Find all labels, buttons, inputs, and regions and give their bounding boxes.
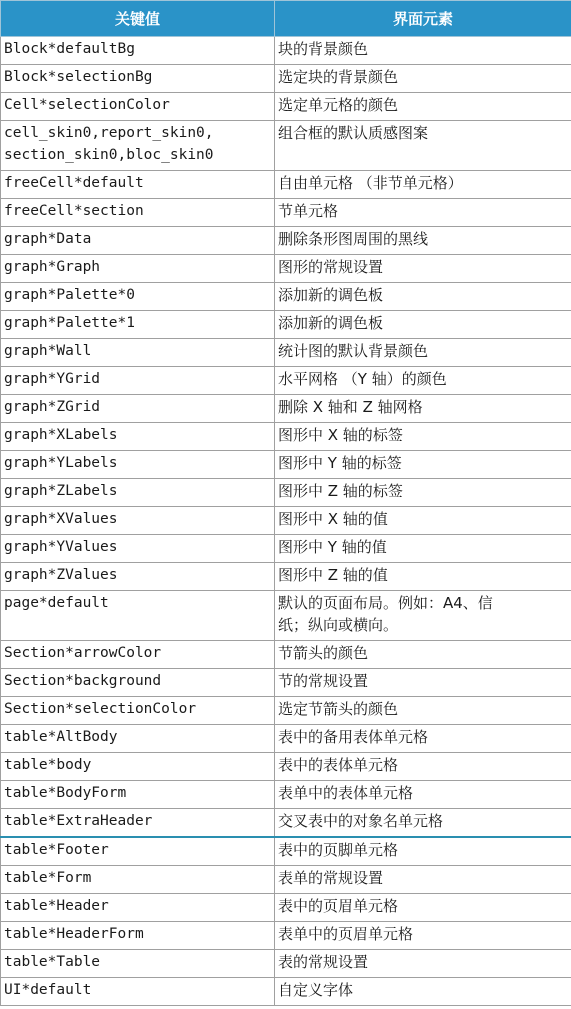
key-cell: table*Table (1, 950, 275, 978)
key-cell: graph*ZGrid (1, 395, 275, 423)
table-row (1, 591, 571, 641)
key-cell: graph*XLabels (1, 423, 275, 451)
ui-element-cell: 表单的常规设置 (275, 866, 571, 894)
table-row (1, 339, 571, 367)
ui-element-cell: 自由单元格 （非节单元格） (275, 171, 571, 199)
table-row (1, 894, 571, 922)
ui-element-cell: 块的背景颜色 (275, 37, 571, 65)
key-cell: graph*Palette*0 (1, 283, 275, 311)
key-cell: table*Form (1, 866, 275, 894)
table-row (1, 781, 571, 809)
key-cell: table*ExtraHeader (1, 809, 275, 838)
table-row (1, 311, 571, 339)
table-row (1, 121, 571, 171)
ui-element-cell: 添加新的调色板 (275, 283, 571, 311)
key-cell: Block*defaultBg (1, 37, 275, 65)
column-header-key: 关键值 (1, 1, 275, 37)
key-cell: table*BodyForm (1, 781, 275, 809)
table-row (1, 753, 571, 781)
key-cell: graph*Graph (1, 255, 275, 283)
key-cell: Cell*selectionColor (1, 93, 275, 121)
table-row (1, 451, 571, 479)
key-cell: graph*YLabels (1, 451, 275, 479)
table-row (1, 395, 571, 423)
key-cell: Section*selectionColor (1, 697, 275, 725)
table-row (1, 950, 571, 978)
table-header-row (1, 1, 571, 37)
ui-element-cell: 图形的常规设置 (275, 255, 571, 283)
ui-element-cell: 选定节箭头的颜色 (275, 697, 571, 725)
table-row (1, 65, 571, 93)
key-cell: graph*XValues (1, 507, 275, 535)
table-row (1, 978, 571, 1006)
table-row (1, 479, 571, 507)
key-cell: freeCell*default (1, 171, 275, 199)
ui-element-cell: 水平网格 （Y 轴）的颜色 (275, 367, 571, 395)
ui-element-cell: 表中的页眉单元格 (275, 894, 571, 922)
table-row (1, 171, 571, 199)
ui-element-cell: 表的常规设置 (275, 950, 571, 978)
table-row (1, 866, 571, 894)
key-cell: Section*arrowColor (1, 641, 275, 669)
key-cell: graph*YGrid (1, 367, 275, 395)
ui-element-cell: 图形中 X 轴的值 (275, 507, 571, 535)
key-cell: table*HeaderForm (1, 922, 275, 950)
table-row (1, 93, 571, 121)
key-cell: graph*ZValues (1, 563, 275, 591)
ui-element-cell: 删除 X 轴和 Z 轴网格 (275, 395, 571, 423)
ui-element-cell: 表单中的页眉单元格 (275, 922, 571, 950)
ui-element-cell: 节的常规设置 (275, 669, 571, 697)
table-row (1, 367, 571, 395)
ui-element-cell: 表中的页脚单元格 (275, 837, 571, 866)
table-row (1, 37, 571, 65)
key-cell: table*Header (1, 894, 275, 922)
ui-element-cell: 删除条形图周围的黑线 (275, 227, 571, 255)
ui-element-cell: 添加新的调色板 (275, 311, 571, 339)
table-row (1, 535, 571, 563)
key-cell: freeCell*section (1, 199, 275, 227)
ui-element-cell: 表中的表体单元格 (275, 753, 571, 781)
table-row (1, 725, 571, 753)
table-row (1, 922, 571, 950)
ui-element-cell: 图形中 Z 轴的标签 (275, 479, 571, 507)
ui-element-cell: 节单元格 (275, 199, 571, 227)
table-row (1, 641, 571, 669)
ui-element-cell: 选定块的背景颜色 (275, 65, 571, 93)
ui-element-cell: 图形中 Z 轴的值 (275, 563, 571, 591)
table-row (1, 697, 571, 725)
table-row (1, 669, 571, 697)
table-row (1, 283, 571, 311)
key-cell: graph*YValues (1, 535, 275, 563)
ui-element-cell: 默认的页面布局。例如：A4、信 纸；纵向或横向。 (275, 591, 571, 641)
key-cell: UI*default (1, 978, 275, 1006)
key-cell: table*body (1, 753, 275, 781)
ui-element-cell: 自定义字体 (275, 978, 571, 1006)
table-row (1, 837, 571, 866)
table-row (1, 809, 571, 838)
ui-element-cell: 图形中 Y 轴的标签 (275, 451, 571, 479)
ui-element-cell: 选定单元格的颜色 (275, 93, 571, 121)
key-cell: Block*selectionBg (1, 65, 275, 93)
key-cell: graph*ZLabels (1, 479, 275, 507)
column-header-ui-element: 界面元素 (275, 1, 571, 37)
ui-element-cell: 组合框的默认质感图案 (275, 121, 571, 171)
key-cell: graph*Palette*1 (1, 311, 275, 339)
key-cell: Section*background (1, 669, 275, 697)
key-cell: graph*Data (1, 227, 275, 255)
ui-element-cell: 图形中 Y 轴的值 (275, 535, 571, 563)
key-cell: cell_skin0,report_skin0, section_skin0,bloc_skin0 (1, 121, 275, 171)
ui-element-cell: 统计图的默认背景颜色 (275, 339, 571, 367)
table-row (1, 255, 571, 283)
key-cell: table*Footer (1, 837, 275, 866)
ui-element-cell: 表中的备用表体单元格 (275, 725, 571, 753)
ui-element-cell: 图形中 X 轴的标签 (275, 423, 571, 451)
table-row (1, 563, 571, 591)
ui-element-cell: 交叉表中的对象名单元格 (275, 809, 571, 838)
key-cell: table*AltBody (1, 725, 275, 753)
ui-element-cell: 表单中的表体单元格 (275, 781, 571, 809)
table-row (1, 507, 571, 535)
table-row (1, 227, 571, 255)
ui-element-cell: 节箭头的颜色 (275, 641, 571, 669)
key-cell: page*default (1, 591, 275, 641)
table-row (1, 199, 571, 227)
table-row (1, 423, 571, 451)
key-cell: graph*Wall (1, 339, 275, 367)
